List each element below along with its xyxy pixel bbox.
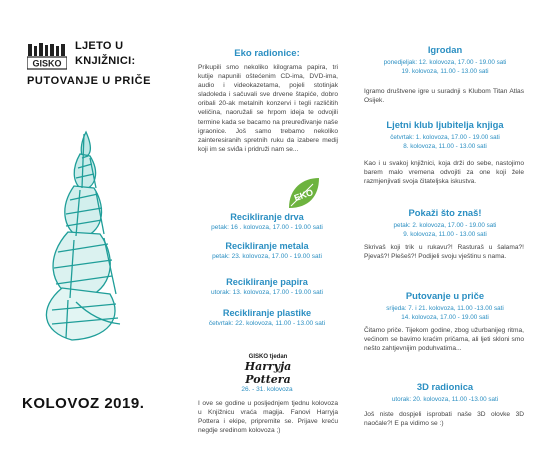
harry-label: GISKO tjedan bbox=[248, 354, 288, 360]
schedule-line: ponedjeljak: 12. kolovoza, 17.00 - 19.00 sati bbox=[383, 59, 507, 66]
seashell-illustration bbox=[24, 128, 144, 343]
recycling-schedule: četvrtak: 22. kolovoza, 11.00 - 13.00 sati bbox=[208, 320, 326, 327]
harry-potter-logo bbox=[225, 354, 311, 384]
recycling-plastic bbox=[178, 308, 356, 327]
putovanje-title: Putovanje u priče bbox=[405, 290, 485, 301]
recycling-title: Recikliranje papira bbox=[226, 277, 308, 287]
recycling-schedule: petak: 23. kolovoza, 17.00 - 19.00 sati bbox=[212, 253, 322, 260]
igrodan-title: Igrodan bbox=[427, 44, 463, 55]
igrodan-text: Igramo društvene igre u suradnji s Klubom Titan Atlas Osijek. bbox=[364, 88, 524, 104]
3d-schedule bbox=[356, 396, 534, 405]
harry-dates: 26. - 31. kolovoza bbox=[241, 386, 293, 393]
schedule-line: četvrtak: 1. kolovoza, 17.00 - 19.00 sati bbox=[390, 134, 500, 141]
recycling-title: Recikliranje metala bbox=[225, 241, 309, 251]
3d-title: 3D radionica bbox=[416, 381, 474, 392]
klub-text: Kao i u svakoj knjižnici, koja drži do sebe, nastojimo barem malo vremena odvojiti za one koji žele razmjenjivati svoja čitateljska iskustva. bbox=[364, 160, 524, 185]
recycling-title: Recikliranje plastike bbox=[222, 308, 312, 318]
recycling-title: Recikliranje drva bbox=[230, 212, 304, 222]
month-label: KOLOVOZ 2019. bbox=[22, 395, 145, 412]
brand-title-line2: KNJIŽNICI: bbox=[75, 55, 136, 67]
harry-text: I ove se godine u posljednjem tjednu kolovoza u Knjižnicu vraća magija. Fanovi Harryja Pottera i ekipe, pripremite se. Prijave kreću negdje sredinom kolovoza ;) bbox=[198, 400, 338, 435]
klub-section bbox=[356, 119, 534, 151]
recycling-schedule: petak: 16 . kolovoza, 17.00 - 19.00 sati bbox=[211, 224, 323, 231]
schedule-line: 19. kolovoza, 11.00 - 13.00 sati bbox=[401, 67, 489, 75]
logo-text: GISKO bbox=[32, 58, 62, 69]
recycling-metal bbox=[178, 241, 356, 260]
igrodan-section bbox=[356, 44, 534, 76]
schedule-line: utorak: 20. kolovoza, 11.00 -13.00 sati bbox=[391, 396, 499, 403]
gisko-logo bbox=[27, 42, 67, 70]
schedule-line: srijeda: 7. i 21. kolovoza, 11.00 -13.00 sati bbox=[386, 305, 504, 312]
middle-column bbox=[178, 0, 356, 462]
eko-badge-text: EKO bbox=[292, 187, 315, 204]
harry-title: Harryja Pottera bbox=[244, 360, 292, 386]
eko-title: Eko radionice: bbox=[234, 48, 300, 59]
pokazi-text: Skrivaš koji trik u rukavu?! Rasturaš u šalama?! Pjevaš?! Plešeš?! Podijeli svoju vještinu s nama. bbox=[364, 244, 524, 260]
eko-leaf-icon bbox=[285, 174, 323, 212]
3d-section bbox=[356, 381, 534, 405]
3d-text: Još niste dospjeli isprobati naše 3D olovke 3D naočale?! E pa vidimo se :) bbox=[364, 411, 524, 427]
pokazi-section bbox=[356, 207, 534, 239]
klub-title: Ljetni klub ljubitelja knjiga bbox=[386, 119, 504, 130]
putovanje-schedule bbox=[356, 305, 534, 322]
schedule-line: 14. kolovoza, 17.00 - 19.00 sati bbox=[401, 313, 489, 321]
eko-text: Prikupili smo nekoliko kilograma papira, tri kutije napunili oštećenim CD-ima, DVD-ima, audio i videokazetama, pojeli stotinjak sladoleda i sačuvali sve drvene štapiće, dobro oribali 20-ak metalnih konzervi i tegli različitih veličina, naoružali se hrpom ideja te odvojili termine kada se bacamo na preuređivanje naše igraonice. Još samo trebamo nekoliko zainteresiranih spretnih ruku da izabere medij koji im se sviđa i pridruži nam se... bbox=[198, 64, 338, 153]
brand-title-line1: LJETO U bbox=[75, 40, 124, 52]
tagline: PUTOVANJE U PRIČE bbox=[27, 75, 152, 87]
klub-schedule bbox=[356, 134, 534, 151]
schedule-line: 9. kolovoza, 11.00 - 13.00 sati bbox=[403, 230, 487, 238]
recycling-schedule: utorak: 13. kolovoza, 17.00 - 19.00 sati bbox=[210, 289, 323, 296]
schedule-line: 8. kolovoza, 11.00 - 13.00 sati bbox=[403, 142, 487, 150]
putovanje-section bbox=[356, 290, 534, 322]
igrodan-schedule bbox=[356, 59, 534, 76]
right-column bbox=[356, 0, 534, 462]
putovanje-text: Čitamo priče. Tijekom godine, zbog užurbanijeg ritma, većinom se bavimo kraćim pričama, ali ljeti skloni smo nešto zahtjevnijim poduhvatima... bbox=[364, 327, 524, 352]
recycling-paper bbox=[178, 277, 356, 296]
pokazi-schedule bbox=[356, 222, 534, 239]
recycling-wood bbox=[178, 212, 356, 231]
left-column bbox=[0, 0, 178, 462]
schedule-line: petak: 2. kolovoza, 17.00 - 19.00 sati bbox=[393, 222, 497, 229]
pokazi-title: Pokaži što znaš! bbox=[408, 207, 482, 218]
